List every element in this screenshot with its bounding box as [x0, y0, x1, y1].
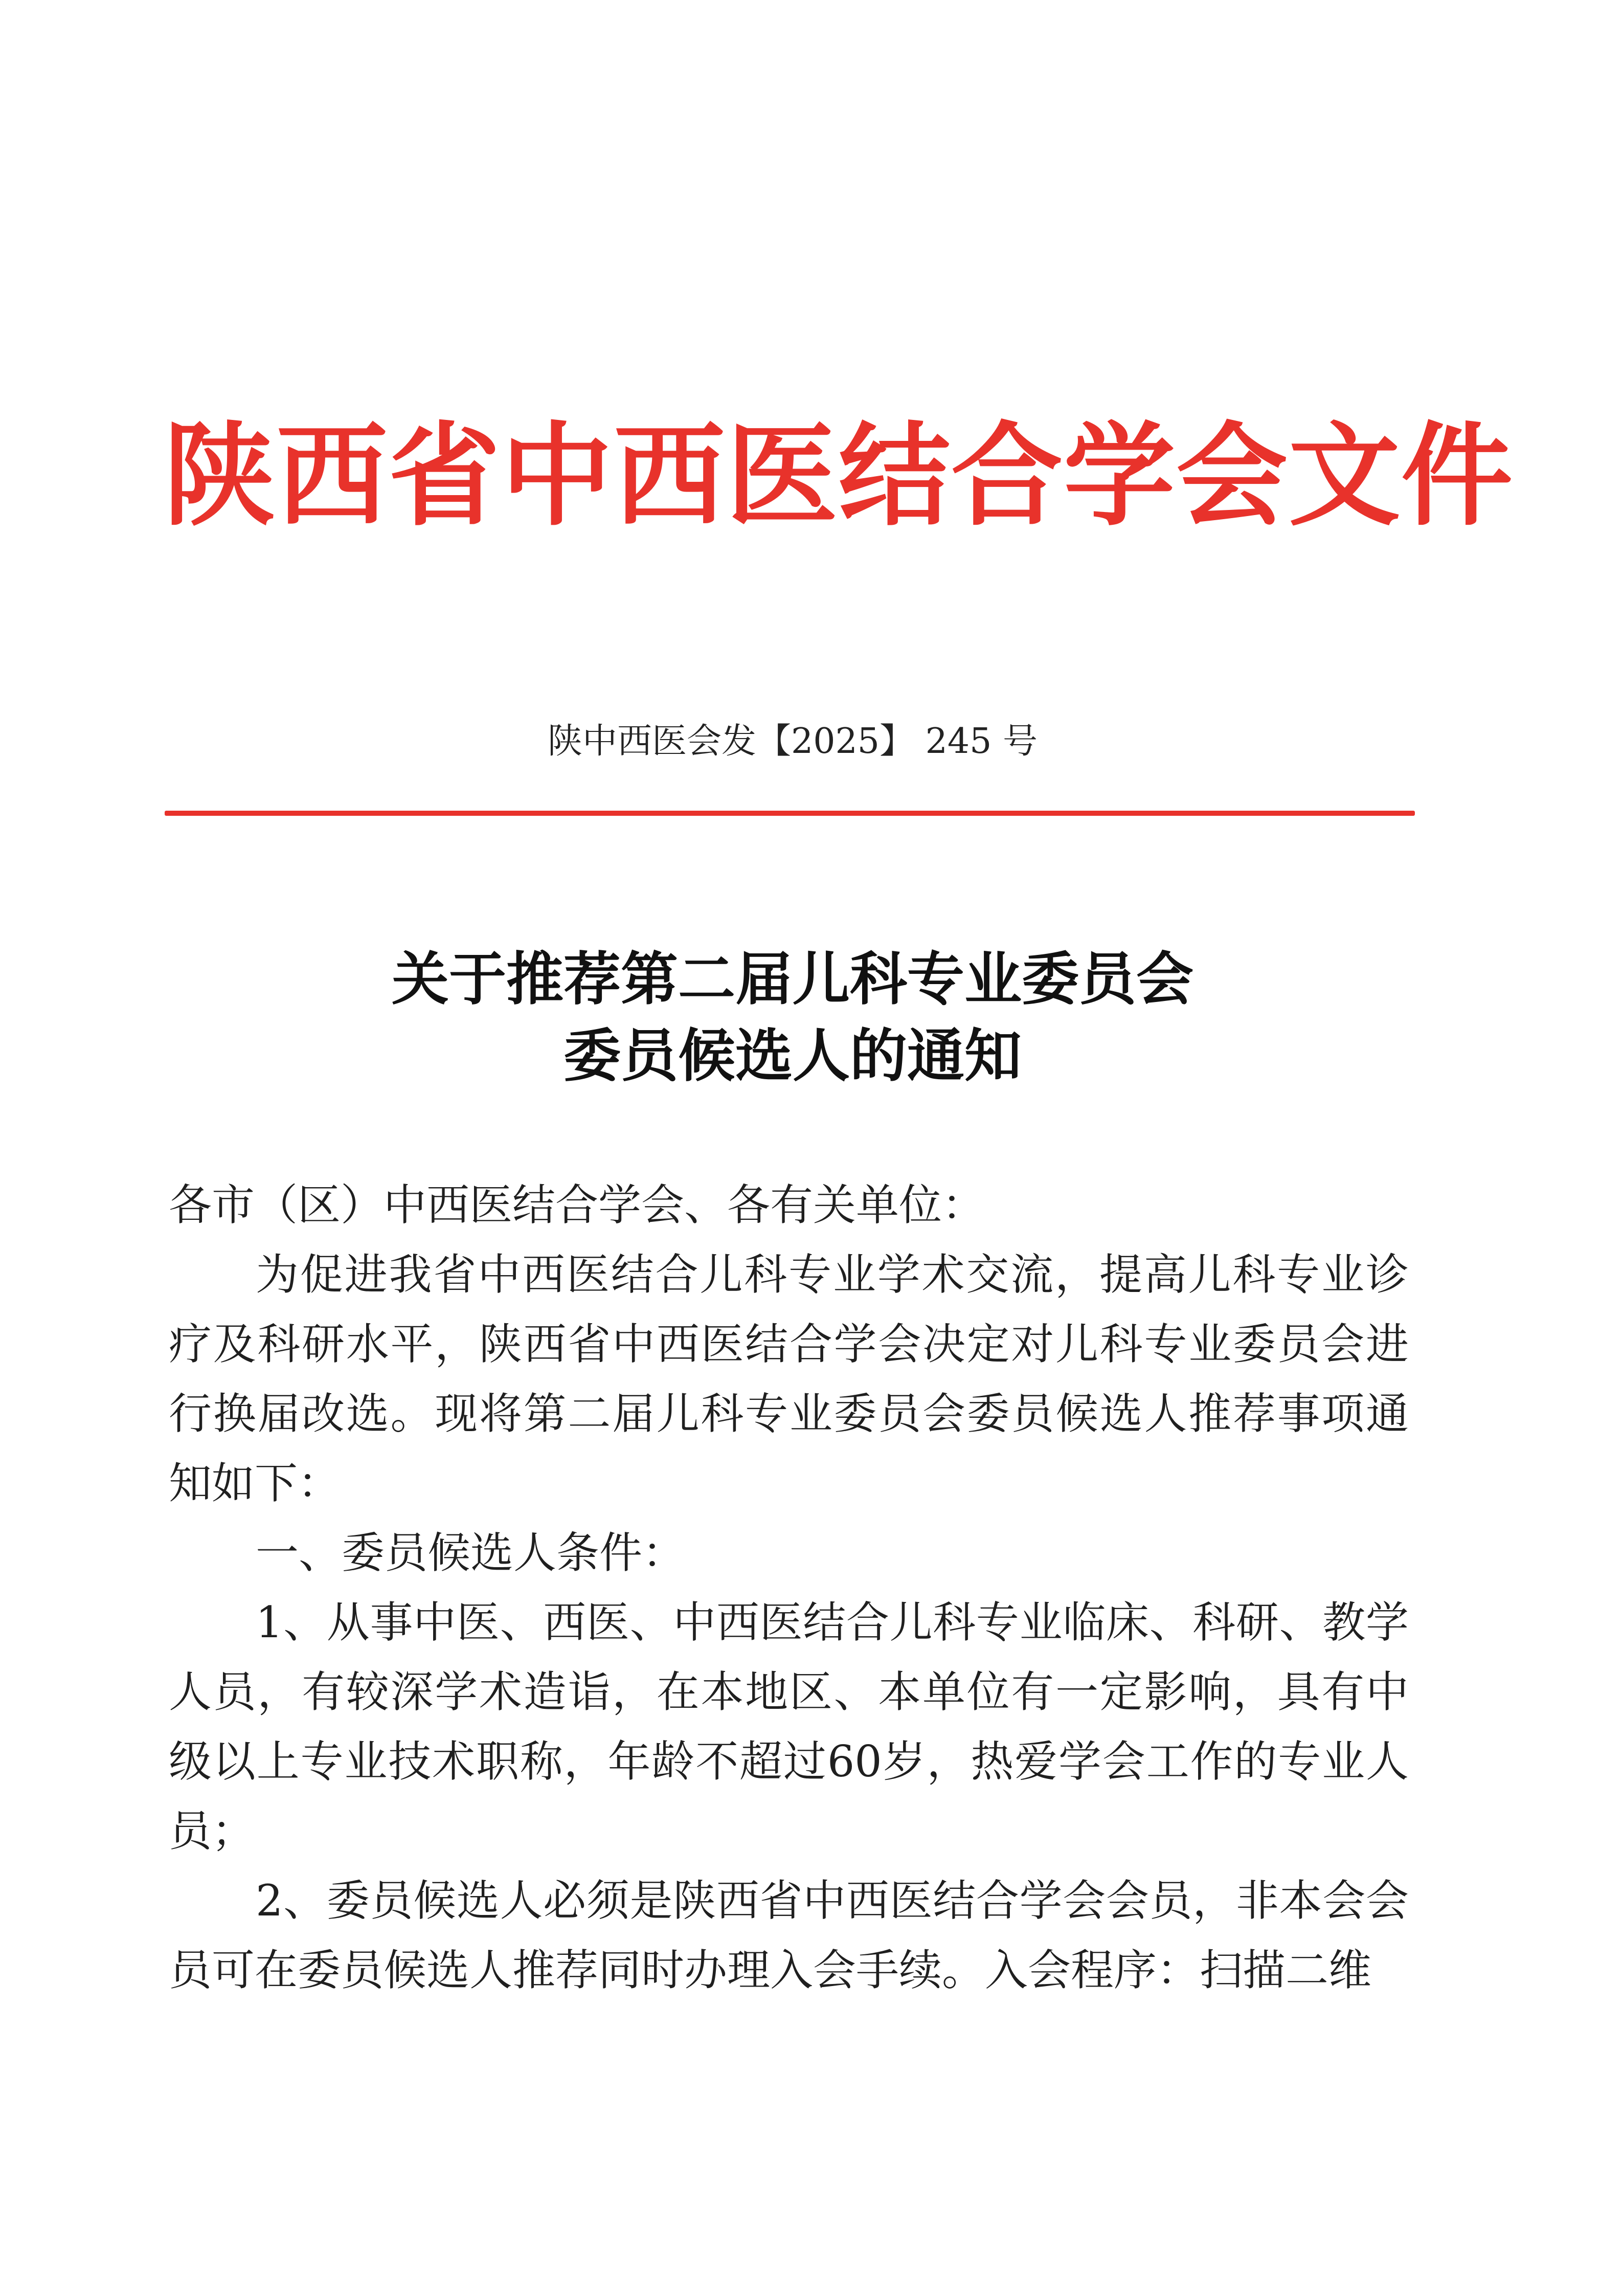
intro-paragraph: 为促进我省中西医结合儿科专业学术交流，提高儿科专业诊疗及科研水平，陕西省中西医结合学会决定对儿科专业委员会进行换届改选。现将第二届儿科专业委员会委员候选人推荐事项通知如下： [169, 1250, 1409, 1508]
section-heading-candidate-conditions: 一、委员候选人条件： [256, 1528, 686, 1578]
notice-body [169, 1170, 1409, 2005]
notice-title-line-1: 关于推荐第二届儿科专业委员会 [392, 946, 1193, 1013]
document-number: 陕中西医会发【2025】 245 号 [547, 721, 1038, 762]
condition-item-1: 1、从事中医、西医、中西医结合儿科专业临床、科研、教学人员，有较深学术造诣，在本地区、本单位有一定影响，具有中级以上专业技术职称，年龄不超过60岁，热爱学会工作的专业人员； [169, 1597, 1409, 1856]
notice-title [0, 941, 1585, 1095]
salutation: 各市（区）中西医结合学会、各有关单位： [169, 1180, 985, 1230]
condition-item-2: 2、委员候选人必须是陕西省中西医结合学会会员，非本会会员可在委员候选人推荐同时办理入会手续。入会程序：扫描二维 [169, 1876, 1409, 1995]
red-divider-line [165, 811, 1415, 816]
notice-title-line-2: 委员候选人的通知 [563, 1022, 1022, 1089]
organization-header-title: 陕西省中西医结合学会文件 [164, 410, 1514, 541]
